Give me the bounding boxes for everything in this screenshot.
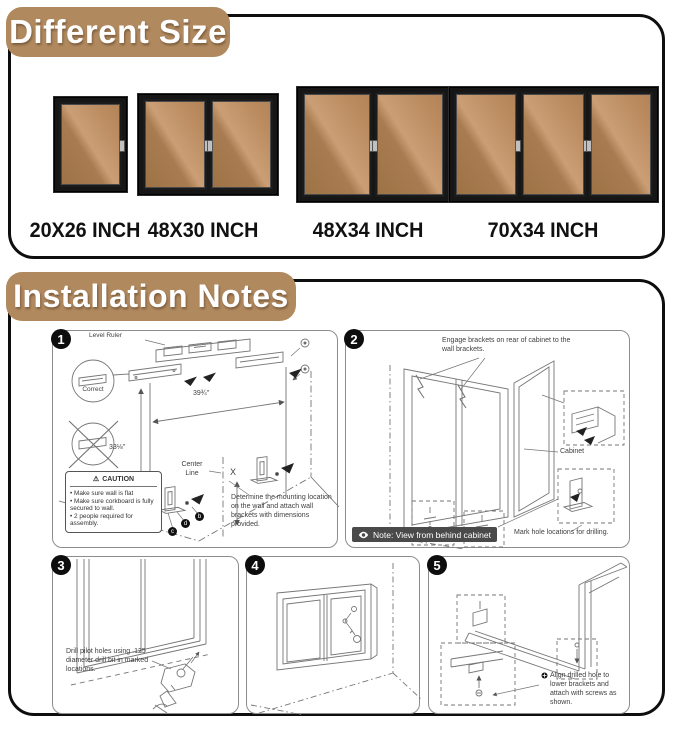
drill-note: Drill pilot holes using .125 diameter drill bit in marked locations. [66, 648, 149, 674]
different-size-title-badge [6, 7, 230, 57]
cabinet-door [59, 102, 122, 187]
warning-icon: ⚠ [92, 476, 100, 483]
step-2-panel [345, 330, 630, 548]
installation-notes-title: Installation Notes [13, 278, 289, 314]
width-dimension: 39¾" [193, 390, 210, 397]
cabinet-door [454, 92, 518, 197]
size-label-48x30: 48X30 INCH [147, 219, 259, 242]
size-label-70x34: 70X34 INCH [487, 219, 599, 242]
step-2-diagram [346, 331, 631, 549]
screw-icon [541, 672, 548, 679]
installation-notes-title-badge [6, 272, 296, 321]
step-4-number-badge: 4 [245, 555, 265, 575]
door-lock-icon [119, 140, 125, 152]
step-1-number-badge: 1 [51, 329, 71, 349]
different-size-title: Different Size [9, 13, 227, 50]
cabinet-20x26 [54, 97, 127, 192]
caution-item: • Make sure corkboard is fully secured to wall. [70, 498, 157, 512]
center-line-label: Center Line [181, 461, 203, 478]
cabinet-door [143, 99, 207, 190]
step-3-number-badge: 3 [51, 555, 71, 575]
size-label-20x26: 20X26 INCH [29, 219, 141, 242]
cabinet-door [589, 92, 653, 197]
align-note [541, 671, 627, 707]
door-lock-icon [372, 140, 378, 152]
eye-icon [358, 531, 369, 539]
step-1-panel [52, 330, 338, 548]
door-lock-icon [586, 140, 592, 152]
cabinet-door [302, 92, 372, 197]
mounting-note: Determine the mounting location on the wall and attach wall brackets with dimensions provided. [231, 494, 332, 529]
view-note-text: Note: View from behind cabinet [373, 529, 491, 540]
hardware-callout-c: c [168, 527, 177, 536]
caution-item: • 2 people required for assembly. [70, 513, 157, 527]
view-note-bar [352, 527, 497, 542]
x-dimension-label: X [230, 467, 237, 477]
align-note-text: Align drilled hole to lower brackets and attach with screws as shown. [550, 672, 617, 707]
cabinet-48x30 [138, 94, 278, 195]
door-lock-icon [515, 140, 521, 152]
step-5-panel [428, 556, 630, 714]
cabinet-70x34 [449, 87, 658, 202]
caution-title: CAUTION [102, 475, 135, 483]
door-lock-icon [207, 140, 213, 152]
step-4-panel [246, 556, 420, 714]
hardware-callout-d: d [181, 519, 190, 528]
cabinet-door [210, 99, 274, 190]
cabinet-door [375, 92, 445, 197]
step-3-panel [52, 556, 239, 714]
mark-holes-note: Mark hole locations for drilling. [514, 529, 609, 536]
size-label-48x34: 48X34 INCH [312, 219, 424, 242]
step-2-number-badge: 2 [344, 329, 364, 349]
cabinet-label: Cabinet [560, 448, 585, 455]
correct-label: Correct [82, 386, 104, 393]
level-ruler-label: Level Ruler [89, 332, 122, 339]
step-3-diagram [53, 557, 240, 715]
step-4-diagram [247, 557, 421, 715]
caution-item: • Make sure wall is flat [70, 490, 157, 497]
engage-brackets-note: Engage brackets on rear of cabinet to the wall brackets. [442, 337, 571, 354]
cabinet-48x34 [297, 87, 450, 202]
step-5-number-badge: 5 [427, 555, 447, 575]
height-dimension: 33⅛" [109, 444, 126, 451]
cabinet-door [521, 92, 585, 197]
caution-box [65, 471, 162, 533]
hardware-callout-b: b [195, 512, 204, 521]
